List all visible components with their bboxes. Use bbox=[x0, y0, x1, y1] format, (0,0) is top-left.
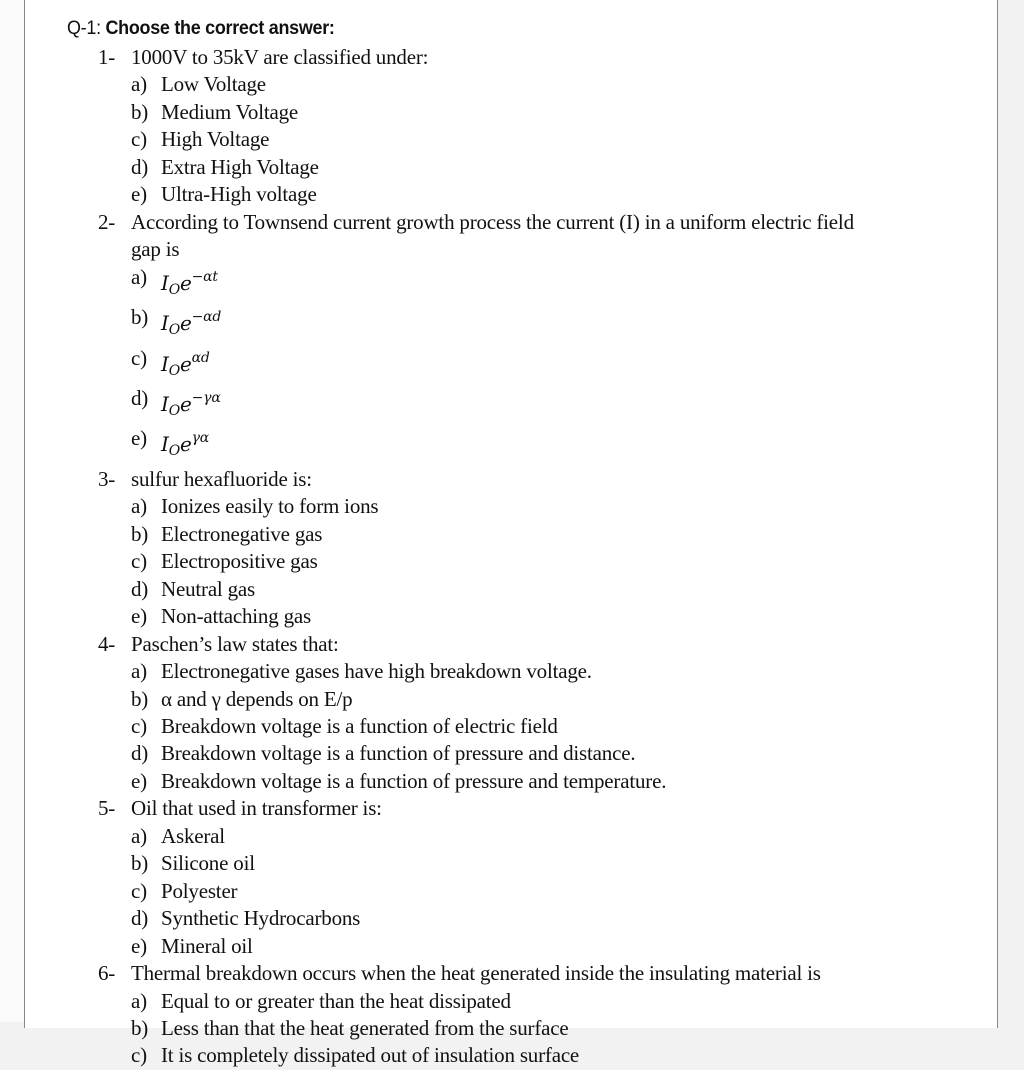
option-a bbox=[25, 823, 997, 850]
question-2 bbox=[25, 209, 997, 236]
formula-subscript: O bbox=[168, 322, 180, 339]
question-text: Oil that used in transformer is: bbox=[131, 796, 382, 821]
question-text-continued: gap is bbox=[131, 237, 180, 262]
question-number: 4- bbox=[98, 631, 116, 656]
question-text: Paschen’s law states that: bbox=[131, 631, 339, 656]
option-c bbox=[25, 878, 997, 905]
option-text: Silicone oil bbox=[161, 851, 255, 876]
option-letter: b) bbox=[131, 305, 149, 330]
option-text: Polyester bbox=[161, 878, 238, 903]
option-d bbox=[25, 385, 997, 425]
option-letter: a) bbox=[131, 823, 147, 848]
option-c bbox=[25, 1042, 997, 1069]
heading-number: Q-1 bbox=[67, 17, 97, 39]
option-letter: e) bbox=[131, 604, 147, 629]
option-a bbox=[25, 658, 997, 685]
option-b bbox=[25, 1015, 997, 1042]
option-letter: b) bbox=[131, 99, 149, 124]
option-text: Breakdown voltage is a function of pressure and distance. bbox=[161, 741, 636, 766]
option-letter: d) bbox=[131, 906, 149, 931]
section-heading bbox=[67, 17, 335, 40]
formula-exponent: −γα bbox=[191, 389, 221, 406]
formula-exp-base: e bbox=[179, 391, 192, 416]
option-b bbox=[25, 521, 997, 548]
option-letter: e) bbox=[131, 426, 147, 451]
formula-base: I bbox=[161, 311, 169, 336]
option-letter: a) bbox=[131, 659, 147, 684]
option-letter: d) bbox=[131, 741, 149, 766]
option-formula bbox=[161, 389, 221, 419]
question-number: 6- bbox=[98, 961, 116, 986]
option-d bbox=[25, 905, 997, 932]
question-3 bbox=[25, 466, 997, 493]
option-text: Electronegative gases have high breakdown voltage. bbox=[161, 659, 592, 684]
question-number: 2- bbox=[98, 209, 116, 234]
option-text: Askeral bbox=[161, 823, 225, 848]
option-c bbox=[25, 548, 997, 575]
question-number: 3- bbox=[98, 466, 116, 491]
option-letter: a) bbox=[131, 988, 147, 1013]
option-e bbox=[25, 181, 997, 208]
question-list bbox=[25, 44, 997, 1070]
option-letter: e) bbox=[131, 182, 147, 207]
formula-base: I bbox=[161, 351, 169, 376]
option-text: Extra High Voltage bbox=[161, 154, 319, 179]
option-letter: c) bbox=[131, 345, 147, 370]
option-text: Non-attaching gas bbox=[161, 604, 311, 629]
formula-subscript: O bbox=[168, 443, 180, 460]
option-text: Electronegative gas bbox=[161, 521, 323, 546]
page-margin bbox=[0, 0, 24, 1022]
option-text: Ultra-High voltage bbox=[161, 182, 317, 207]
option-a bbox=[25, 493, 997, 520]
formula-base: I bbox=[161, 391, 169, 416]
option-letter: b) bbox=[131, 521, 149, 546]
option-letter: e) bbox=[131, 768, 147, 793]
formula-base: I bbox=[161, 432, 169, 457]
question-5 bbox=[25, 795, 997, 822]
document-page bbox=[24, 0, 998, 1068]
option-text: Equal to or greater than the heat dissipated bbox=[161, 988, 511, 1013]
question-4 bbox=[25, 631, 997, 658]
option-c bbox=[25, 126, 997, 153]
formula-exponent: −αt bbox=[191, 268, 218, 285]
heading-colon: : bbox=[96, 17, 101, 39]
option-letter: b) bbox=[131, 1015, 149, 1040]
option-a bbox=[25, 988, 997, 1015]
formula-exp-base: e bbox=[179, 311, 192, 336]
option-text: Medium Voltage bbox=[161, 99, 299, 124]
option-e bbox=[25, 425, 997, 465]
formula-subscript: O bbox=[168, 402, 180, 419]
question-1 bbox=[25, 44, 997, 71]
option-text: High Voltage bbox=[161, 127, 270, 152]
option-c bbox=[25, 345, 997, 385]
option-letter: c) bbox=[131, 127, 147, 152]
option-a bbox=[25, 71, 997, 98]
formula-exponent: γα bbox=[191, 430, 210, 447]
option-text: Neutral gas bbox=[161, 576, 256, 601]
question-6 bbox=[25, 960, 997, 987]
option-b bbox=[25, 304, 997, 344]
option-letter: a) bbox=[131, 494, 147, 519]
option-text: Breakdown voltage is a function of electric field bbox=[161, 713, 558, 738]
option-text: Electropositive gas bbox=[161, 549, 318, 574]
option-b bbox=[25, 99, 997, 126]
option-letter: c) bbox=[131, 878, 147, 903]
option-letter: c) bbox=[131, 549, 147, 574]
option-a bbox=[25, 264, 997, 304]
option-formula bbox=[161, 430, 210, 460]
option-text: It is completely dissipated out of insulation surface bbox=[161, 1043, 580, 1068]
option-formula bbox=[161, 349, 210, 379]
option-text: α and γ depends on E/p bbox=[161, 686, 353, 711]
formula-exp-base: e bbox=[179, 351, 192, 376]
option-d bbox=[25, 576, 997, 603]
option-text: Breakdown voltage is a function of pressure and temperature. bbox=[161, 768, 667, 793]
option-letter: d) bbox=[131, 385, 149, 410]
option-letter: d) bbox=[131, 576, 149, 601]
question-number: 5- bbox=[98, 796, 116, 821]
option-letter: b) bbox=[131, 686, 149, 711]
question-text: sulfur hexafluoride is: bbox=[131, 466, 312, 491]
formula-exponent: −αd bbox=[191, 309, 222, 326]
option-letter: a) bbox=[131, 72, 147, 97]
option-e bbox=[25, 768, 997, 795]
option-letter: e) bbox=[131, 933, 147, 958]
option-formula bbox=[161, 309, 222, 339]
option-letter: a) bbox=[131, 264, 147, 289]
formula-base: I bbox=[161, 270, 169, 295]
formula-exp-base: e bbox=[179, 270, 192, 295]
option-letter: c) bbox=[131, 1043, 147, 1068]
option-text: Less than that the heat generated from the surface bbox=[161, 1015, 569, 1040]
formula-exp-base: e bbox=[179, 432, 192, 457]
option-text: Ionizes easily to form ions bbox=[161, 494, 379, 519]
question-text: 1000V to 35kV are classified under: bbox=[131, 45, 429, 69]
option-text: Mineral oil bbox=[161, 933, 253, 958]
option-e bbox=[25, 603, 997, 630]
question-text: Thermal breakdown occurs when the heat generated inside the insulating material is bbox=[131, 961, 821, 986]
option-b bbox=[25, 850, 997, 877]
option-text: Synthetic Hydrocarbons bbox=[161, 906, 361, 931]
formula-subscript: O bbox=[168, 362, 180, 379]
option-formula bbox=[161, 268, 218, 298]
formula-subscript: O bbox=[168, 281, 180, 298]
option-d bbox=[25, 154, 997, 181]
heading-title: Choose the correct answer: bbox=[100, 17, 335, 39]
option-letter: c) bbox=[131, 713, 147, 738]
option-letter: b) bbox=[131, 851, 149, 876]
option-b bbox=[25, 686, 997, 713]
question-number: 1- bbox=[98, 45, 116, 69]
question-text: According to Townsend current growth process the current (I) in a uniform electric field bbox=[131, 209, 854, 234]
option-c bbox=[25, 713, 997, 740]
option-text: Low Voltage bbox=[161, 72, 266, 97]
option-e bbox=[25, 933, 997, 960]
option-letter: d) bbox=[131, 154, 149, 179]
formula-exponent: αd bbox=[191, 349, 210, 366]
option-d bbox=[25, 740, 997, 767]
